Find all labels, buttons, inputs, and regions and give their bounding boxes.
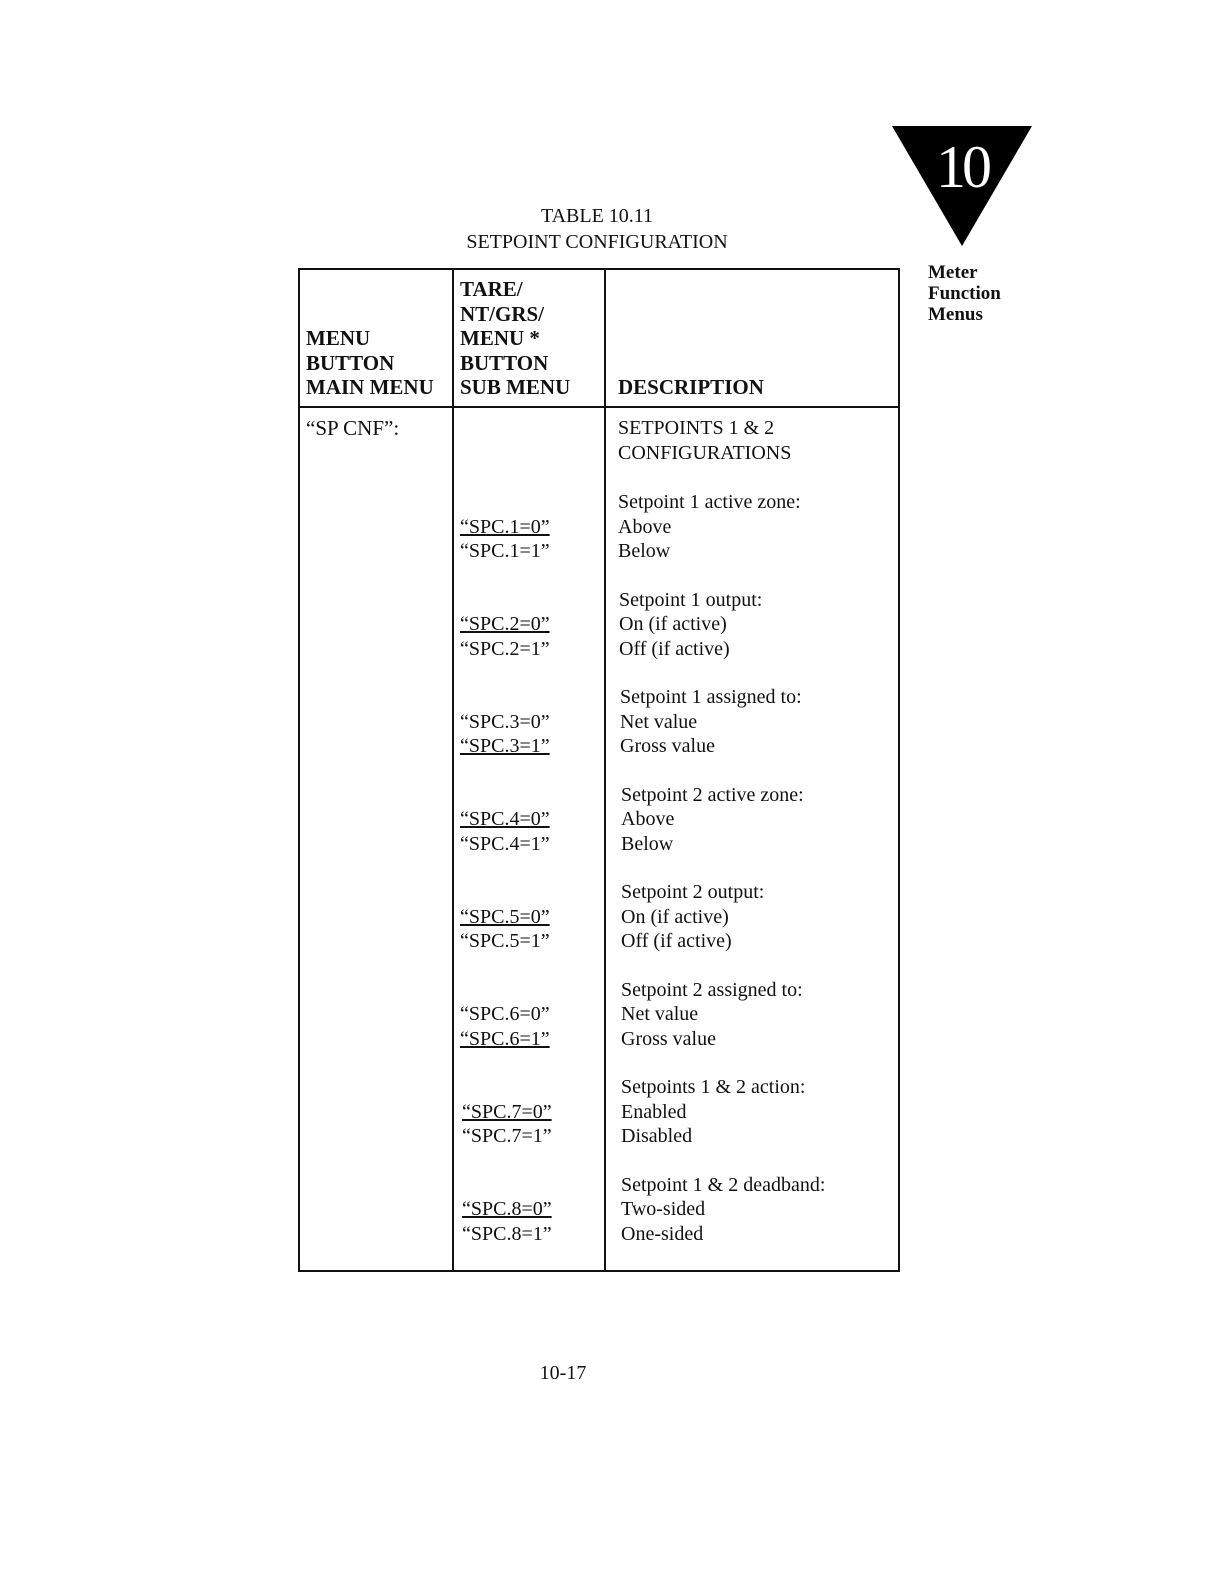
- title-line: SETPOINTS 1 & 2: [618, 417, 775, 439]
- setpoint-choice: Off (if active): [621, 930, 732, 952]
- setpoint-description: [621, 978, 803, 1052]
- setpoint-choice: Net value: [621, 1003, 699, 1025]
- header-divider: [300, 406, 898, 408]
- sub-menu-option: “SPC.8=0”: [462, 1198, 552, 1220]
- header-line: MAIN MENU: [306, 375, 434, 399]
- sub-menu-options: [460, 515, 550, 564]
- header-line: NT/GRS/: [460, 301, 545, 326]
- sub-menu-options: [460, 1002, 550, 1051]
- setpoint-choice: Enabled: [621, 1100, 687, 1123]
- table-number: TABLE 10.11: [540, 205, 654, 227]
- chapter-tab: [892, 126, 1032, 246]
- setpoint-choice: Disabled: [621, 1125, 693, 1147]
- header-line: MENU *: [460, 326, 540, 350]
- section-label-line: Function: [928, 283, 1001, 304]
- sub-menu-option: “SPC.2=1”: [460, 637, 550, 660]
- chapter-number: 10: [936, 134, 988, 200]
- setpoint-choice: Gross value: [620, 735, 715, 757]
- sub-menu-option: “SPC.5=0”: [460, 905, 550, 928]
- section-label-line: Menus: [928, 304, 983, 325]
- setpoint-description: [621, 1075, 805, 1149]
- sub-menu-option: “SPC.4=1”: [460, 832, 550, 855]
- sub-menu-options: [462, 1197, 552, 1246]
- setpoint-description: [621, 1173, 825, 1247]
- setpoint-choice: Net value: [620, 710, 698, 733]
- setpoint-choice: Gross value: [621, 1027, 716, 1050]
- section-label-line: Meter: [928, 262, 978, 283]
- setpoint-description: [620, 685, 802, 759]
- sub-menu-options: [460, 612, 550, 661]
- setpoint-title: Setpoint 1 output:: [619, 588, 763, 611]
- page-number: 10-17: [539, 1362, 587, 1384]
- sub-menu-option: “SPC.1=1”: [460, 540, 550, 562]
- setpoint-description: [621, 880, 764, 954]
- column-divider: [452, 270, 454, 1270]
- setpoint-title: Setpoint 1 assigned to:: [620, 686, 802, 708]
- setpoint-description: [618, 490, 801, 564]
- table-caption: [440, 203, 754, 255]
- header-sub-menu: [460, 277, 570, 400]
- header-line: BUTTON: [460, 350, 549, 375]
- setpoint-choice: One-sided: [621, 1222, 704, 1245]
- sub-menu-option: “SPC.5=1”: [460, 930, 550, 952]
- setpoint-choice: Two-sided: [621, 1198, 706, 1220]
- setpoint-description: [619, 588, 762, 662]
- header-main-menu: [306, 326, 434, 400]
- sub-menu-option: “SPC.3=0”: [460, 710, 550, 733]
- column-divider: [604, 270, 606, 1270]
- sub-menu-options: [462, 1100, 552, 1149]
- header-line: BUTTON: [306, 350, 395, 375]
- setpoint-choice: Below: [621, 832, 674, 855]
- main-menu-entry: “SP CNF”:: [306, 416, 400, 440]
- setpoint-description: [621, 783, 804, 857]
- header-line: SUB MENU: [460, 375, 571, 399]
- setpoint-choice: On (if active): [621, 905, 729, 928]
- sub-menu-option: “SPC.3=1”: [460, 735, 550, 757]
- sub-menu-option: “SPC.4=0”: [460, 808, 550, 830]
- configuration-title: [618, 416, 791, 465]
- sub-menu-option: “SPC.7=0”: [462, 1100, 552, 1123]
- sub-menu-options: [460, 905, 550, 954]
- header-line: TARE/: [460, 277, 523, 301]
- setpoint-title: Setpoint 1 active zone:: [618, 491, 801, 513]
- sub-menu-option: “SPC.8=1”: [462, 1222, 552, 1245]
- setpoint-choice: Below: [618, 540, 671, 562]
- setpoint-title: Setpoint 1 & 2 deadband:: [621, 1173, 826, 1196]
- setpoint-title: Setpoint 2 assigned to:: [621, 978, 803, 1001]
- sub-menu-options: [460, 710, 550, 759]
- setpoint-choice: On (if active): [619, 613, 727, 635]
- setpoint-choice: Off (if active): [619, 637, 730, 660]
- title-line: CONFIGURATIONS: [618, 441, 792, 464]
- setpoint-title: Setpoint 2 active zone:: [621, 783, 804, 806]
- setpoint-configuration-table: [298, 268, 900, 1272]
- section-label: [928, 262, 1001, 325]
- setpoint-title: Setpoints 1 & 2 action:: [621, 1076, 806, 1098]
- header-description: DESCRIPTION: [618, 375, 764, 399]
- setpoint-choice: Above: [621, 808, 675, 830]
- sub-menu-option: “SPC.6=0”: [460, 1003, 550, 1025]
- sub-menu-options: [460, 807, 550, 856]
- sub-menu-option: “SPC.1=0”: [460, 515, 550, 538]
- table-title: SETPOINT CONFIGURATION: [466, 231, 728, 253]
- header-line: MENU: [306, 326, 371, 350]
- setpoint-choice: Above: [618, 515, 672, 538]
- setpoint-title: Setpoint 2 output:: [621, 881, 765, 903]
- sub-menu-option: “SPC.6=1”: [460, 1027, 550, 1050]
- sub-menu-option: “SPC.2=0”: [460, 613, 550, 635]
- sub-menu-option: “SPC.7=1”: [462, 1125, 552, 1147]
